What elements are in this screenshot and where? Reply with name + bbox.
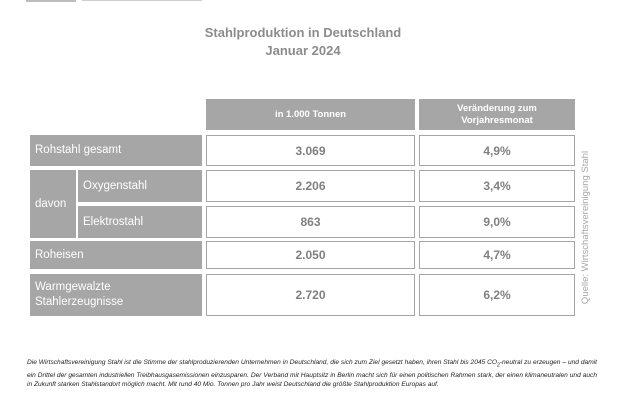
page-title: Stahlproduktion in Deutschland: [204, 25, 402, 40]
row-change-oxygenstahl: 3,4%: [419, 170, 575, 202]
row-change-roheisen: 4,7%: [419, 241, 575, 269]
row-value-rohstahl: 3.069: [206, 135, 415, 166]
source-note: [578, 140, 594, 314]
row-label-elektrostahl: Elektrostahl: [78, 206, 202, 238]
header-value: in 1.000 Tonnen: [206, 99, 415, 130]
footnote-sub: 2: [497, 362, 500, 369]
footnote-part1: Die Wirtschaftsvereinigung Stahl ist die Stimme der stahlproduzierenden Unternehmen in Deutschland, die sich zum Ziel gesetzt haben, ihren Stahl bis 2045 CO: [27, 359, 498, 366]
row-change-elektrostahl: 9,0%: [419, 206, 575, 238]
row-change-rohstahl: 4,9%: [419, 135, 575, 166]
row-value-oxygenstahl: 2.206: [206, 170, 415, 202]
row-label-oxygenstahl: Oxygenstahl: [78, 170, 202, 202]
footnote-part2: -neutral zu erzeugen – und damit ein Drittel der gesamten industriellen Treibhausgasemissionen einzusparen. Der Verband mit Hauptsitz in Berlin macht sich für einen politischen Rahmen stark, der einen klimaneutralen und auch in Zukunft starken Stahlstandort möglich macht. Mit rund 40 Mio. Tonnen pro Jahr weist Deutschland die größte Stahlproduktion Europas auf.: [27, 359, 597, 389]
row-value-warmgewalzte: 2.720: [206, 274, 415, 316]
row-label-warmgewalzte: Warmgewalzte Stahlerzeugnisse: [30, 274, 202, 316]
row-label-rohstahl: Rohstahl gesamt: [30, 135, 202, 166]
row-value-roheisen: 2.050: [206, 241, 415, 269]
source-text: Quelle: Wirtschaftsvereinigung Stahl: [580, 150, 592, 304]
header-change: Veränderung zum Vorjahresmonat: [419, 99, 575, 130]
row-value-elektrostahl: 863: [206, 206, 415, 238]
row-label-roheisen: Roheisen: [30, 241, 202, 269]
row-group-davon: davon: [30, 170, 76, 238]
row-change-warmgewalzte: 6,2%: [419, 274, 575, 316]
top-rule-secondary: [82, 0, 202, 1]
page-subtitle: Januar 2024: [265, 43, 341, 58]
footnote: [27, 358, 597, 390]
top-rule: [26, 0, 76, 2]
